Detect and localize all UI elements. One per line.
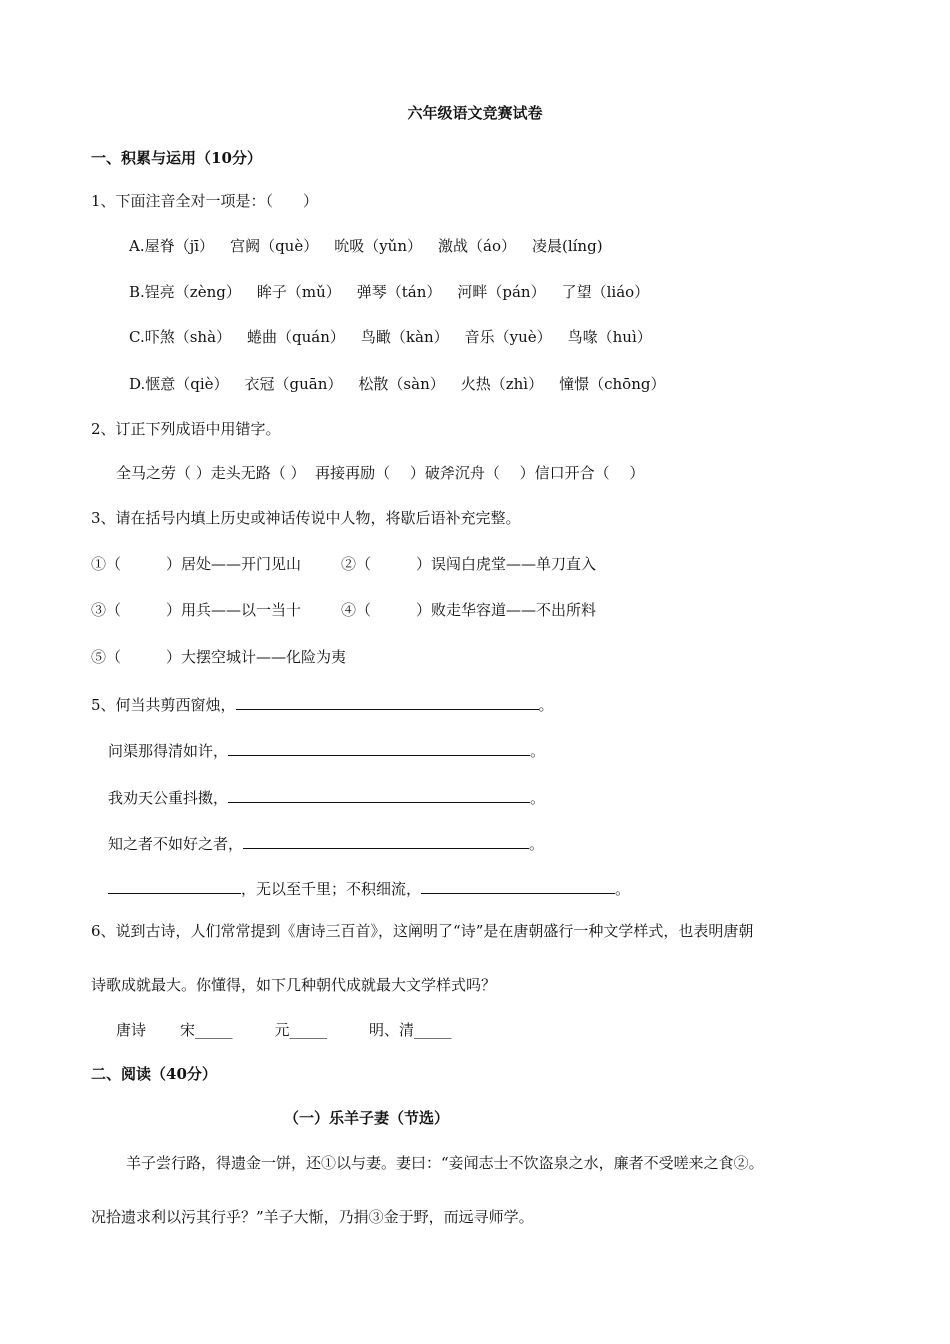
punctuation: 。 bbox=[538, 696, 554, 714]
option-item: 鸟瞰（kàn） bbox=[360, 328, 449, 346]
dynasty-item: 元_____ bbox=[274, 1021, 328, 1039]
option-item: 惬意（qiè） bbox=[145, 375, 229, 393]
q6-dynasties bbox=[116, 1020, 452, 1040]
option-item: 音乐（yuè） bbox=[464, 328, 552, 346]
answer-blank[interactable] bbox=[228, 787, 530, 803]
option-item: 松散（sàn） bbox=[358, 375, 445, 393]
q5-line bbox=[108, 740, 545, 761]
punctuation: 。 bbox=[530, 789, 546, 807]
section-1-heading: 一、积累与运用（10分） bbox=[91, 149, 262, 167]
q3-item: ①（ ）居处——开门见山 bbox=[91, 555, 302, 573]
option-item: 眸子（mǔ） bbox=[256, 283, 341, 301]
punctuation: 。 bbox=[529, 835, 545, 853]
answer-blank[interactable] bbox=[228, 740, 530, 756]
option-item: 衣冠（guān） bbox=[244, 375, 343, 393]
option-item: 河畔（pán） bbox=[457, 283, 546, 301]
q1-option-d bbox=[129, 374, 665, 394]
option-item: 激战（áo） bbox=[438, 237, 516, 255]
option-item: 吮吸（yǔn） bbox=[334, 237, 422, 255]
punctuation: 。 bbox=[615, 880, 631, 898]
q5-line bbox=[108, 878, 630, 899]
punctuation: 。 bbox=[530, 742, 546, 760]
reading-1-paragraph-line: 况拾遗求利以污其行乎？”羊子大惭，乃捐③金于野，而远寻师学。 bbox=[91, 1208, 534, 1226]
q1-option-a bbox=[129, 236, 603, 256]
poem-line-prompt: 我劝天公重抖擞， bbox=[108, 789, 229, 807]
q1-option-b bbox=[129, 282, 649, 302]
option-item: 吓煞（shà） bbox=[144, 328, 232, 346]
q3-item: ⑤（ ）大摆空城计——化险为夷 bbox=[91, 648, 347, 666]
answer-blank[interactable] bbox=[108, 878, 241, 894]
option-label: C. bbox=[129, 328, 145, 346]
answer-blank[interactable] bbox=[243, 833, 529, 849]
dynasty-item: 明、清_____ bbox=[369, 1021, 452, 1039]
option-item: 宫阙（què） bbox=[230, 237, 319, 255]
option-item: 憧憬（chōng） bbox=[559, 375, 666, 393]
option-item: 弹琴（tán） bbox=[356, 283, 442, 301]
q5-line bbox=[108, 787, 545, 808]
q3-row bbox=[91, 554, 596, 574]
answer-blank[interactable] bbox=[421, 878, 615, 894]
q6-line-2: 诗歌成就最大。你懂得，如下几种朝代成就最大文学样式吗？ bbox=[91, 976, 497, 994]
reading-1-paragraph-line: 羊子尝行路，得遗金一饼，还①以与妻。妻曰：“妾闻志士不饮盗泉之水，廉者不受嗟来之食②。 bbox=[126, 1154, 764, 1172]
q6-line-1: 6、说到古诗，人们常常提到《唐诗三百首》，这阐明了“诗”是在唐朝盛行一种文学样式，也表明唐朝 bbox=[91, 922, 754, 940]
option-label: A. bbox=[129, 237, 145, 255]
option-item: 鸟喙（huì） bbox=[567, 328, 652, 346]
q5-line bbox=[108, 833, 544, 854]
q1-stem: 1、下面注音全对一项是：（ ） bbox=[91, 192, 319, 210]
poem-line-prompt: ，无以至千里；不积细流， bbox=[241, 880, 422, 898]
dynasty-item: 唐诗 bbox=[116, 1021, 147, 1039]
q3-stem: 3、请在括号内填上历史或神话传说中人物，将歇后语补充完整。 bbox=[91, 509, 521, 527]
page-title: 六年级语文竞赛试卷 bbox=[407, 104, 543, 122]
q5-line bbox=[91, 694, 554, 715]
q3-row bbox=[91, 647, 346, 667]
option-label: B. bbox=[129, 283, 145, 301]
q1-option-c bbox=[129, 327, 652, 347]
q3-row bbox=[91, 600, 596, 620]
option-item: 锃亮（zèng） bbox=[144, 283, 241, 301]
option-item: 了望（liáo） bbox=[561, 283, 650, 301]
dynasty-item: 宋_____ bbox=[180, 1021, 233, 1039]
q2-stem: 2、订正下列成语中用错字。 bbox=[91, 420, 281, 438]
option-item: 火热（zhì） bbox=[460, 375, 544, 393]
q3-item: ③（ ）用兵——以一当十 bbox=[91, 601, 302, 619]
poem-line-prompt: 知之者不如好之者， bbox=[108, 835, 244, 853]
q3-item: ④（ ）败走华容道——不出所料 bbox=[341, 601, 597, 619]
option-item: 凌晨(líng) bbox=[531, 237, 603, 255]
option-item: 屋脊（jī） bbox=[144, 237, 215, 255]
answer-blank[interactable] bbox=[236, 694, 539, 710]
option-item: 蜷曲（quán） bbox=[247, 328, 345, 346]
reading-1-title: （一）乐羊子妻（节选） bbox=[284, 1109, 450, 1127]
q3-item: ②（ ）误闯白虎堂——单刀直入 bbox=[341, 555, 597, 573]
poem-line-prompt: 5、何当共剪西窗烛， bbox=[91, 696, 236, 714]
poem-line-prompt: 问渠那得清如许， bbox=[108, 742, 229, 760]
option-label: D. bbox=[129, 375, 146, 393]
q2-idioms: 全马之劳（ ）走头无路（ ） 再接再励（ ）破斧沉舟（ ）信口开合（ ） bbox=[116, 464, 645, 482]
section-2-heading: 二、阅读（40分） bbox=[91, 1065, 217, 1083]
